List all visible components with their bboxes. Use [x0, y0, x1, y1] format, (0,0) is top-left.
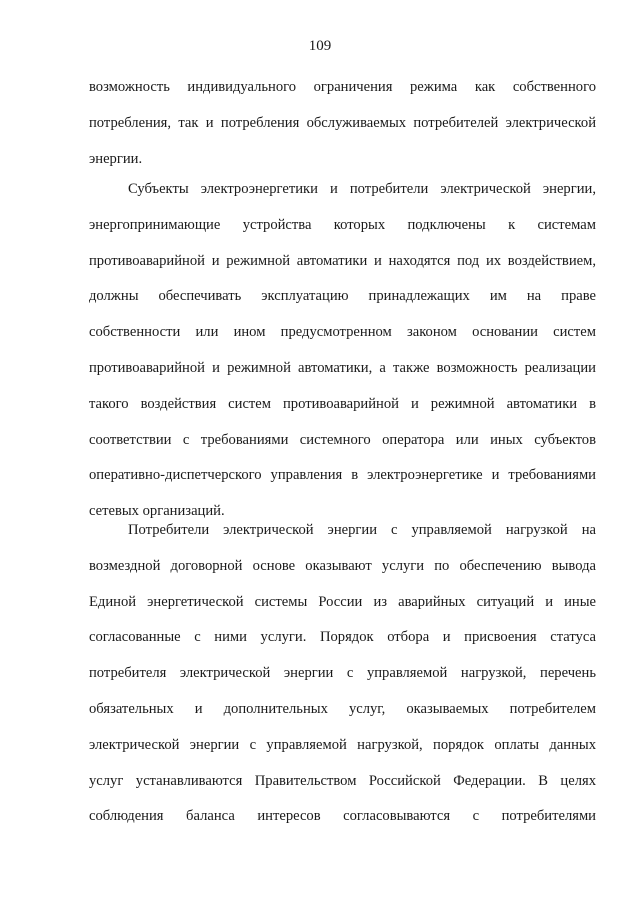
text-line: оперативно-диспетчерского управления в электроэнергетике и требованиями	[89, 467, 596, 484]
text-line: противоаварийной и режимной автоматики и находятся под их воздействием,	[89, 252, 596, 269]
text-line: возможность индивидуального ограничения режима как собственного	[89, 79, 596, 95]
paragraph-1	[89, 70, 596, 177]
text-line: соблюдения баланса интересов согласовываются с потребителями	[89, 808, 596, 825]
text-line: такого воздействия систем противоаварийной и режимной автоматики в	[89, 395, 596, 412]
text-line: потребления, так и потребления обслуживаемых потребителей электрической	[89, 114, 596, 131]
text-line: Единой энергетической системы России из аварийных ситуаций и иные	[89, 593, 596, 610]
page-number: 109	[308, 38, 332, 54]
text-line: услуг устанавливаются Правительством Российской Федерации. В целях	[89, 772, 596, 789]
text-line: электрической энергии с управляемой нагрузкой, порядок оплаты данных	[89, 736, 596, 753]
text-line: сетевых организаций.	[89, 503, 225, 520]
text-line: Субъекты электроэнергетики и потребители электрической энергии,	[128, 181, 596, 197]
text-line: энергопринимающие устройства которых подключены к системам	[89, 216, 596, 233]
text-line: согласованные с ними услуги. Порядок отбора и присвоения статуса	[89, 629, 596, 646]
text-line: обязательных и дополнительных услуг, оказываемых потребителем	[89, 700, 596, 717]
text-line: собственности или ином предусмотренном законом основании систем	[89, 324, 596, 341]
text-line: соответствии с требованиями системного оператора или иных субъектов	[89, 431, 596, 448]
text-line: должны обеспечивать эксплуатацию принадлежащих им на праве	[89, 288, 596, 305]
paragraph-3	[89, 513, 596, 835]
text-line: противоаварийной и режимной автоматики, а также возможность реализации	[89, 359, 596, 376]
paragraph-2	[89, 172, 596, 530]
text-line: энергии.	[89, 150, 143, 167]
text-line: потребителя электрической энергии с управляемой нагрузкой, перечень	[89, 665, 596, 682]
text-line: Потребители электрической энергии с управляемой нагрузкой на	[128, 522, 596, 538]
text-line: возмездной договорной основе оказывают услуги по обеспечению вывода	[89, 557, 596, 574]
